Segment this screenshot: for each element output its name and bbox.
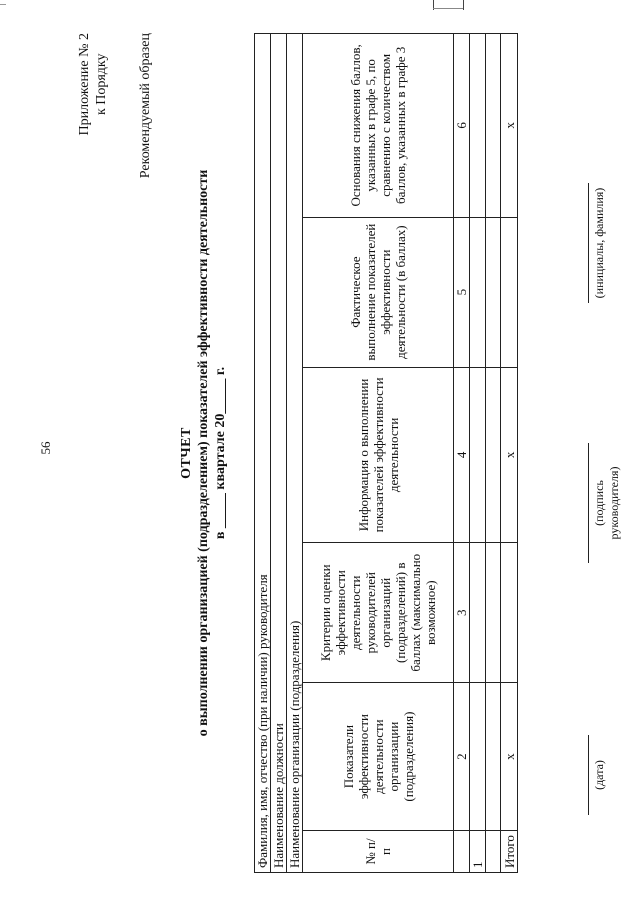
table-cell: [486, 543, 501, 683]
column-number: [454, 831, 470, 873]
report-title-block: [178, 33, 229, 873]
table-meta-row: [255, 34, 271, 873]
scan-edge-mark: [463, 0, 464, 10]
total-cell: [501, 543, 518, 683]
column-header: Показатели эффективности деятельности организации (подразделения): [303, 683, 454, 831]
column-header: Основания снижения баллов, указанных в графе 5, по сравнению с количеством баллов, указанных в графе 3: [303, 34, 454, 218]
table-total-row: [501, 34, 518, 873]
table-cell: [486, 683, 501, 831]
report-period: в _____ квартале 20_____ г.: [213, 366, 228, 540]
column-header: № п/п: [303, 831, 454, 873]
recommended-sample-label: Рекомендуемый образец: [138, 33, 153, 179]
initials-signature: [588, 183, 607, 303]
meta-cell: Фамилия, имя, отчество (при наличии) руководителя: [255, 34, 271, 873]
table-header-row: [303, 34, 454, 873]
rotated-page-content: [58, 33, 628, 873]
scan-edge-mark: [0, 0, 6, 5]
total-cell: x: [501, 683, 518, 831]
total-label: Итого: [501, 831, 518, 873]
table-cell: [486, 217, 501, 367]
date-caption: (дата): [592, 760, 606, 790]
column-header: Информация о выполнении показателей эффективности деятельности: [303, 367, 454, 543]
column-number: 3: [454, 543, 470, 683]
table-meta-row: [271, 34, 287, 873]
order-reference: к Порядку: [94, 53, 109, 116]
table-cell: [470, 683, 486, 831]
table-cell: [486, 367, 501, 543]
initials-caption: (инициалы, фамилия): [592, 187, 606, 299]
scan-edge-mark: [433, 8, 463, 9]
table-meta-row: [287, 34, 303, 873]
table-cell: [470, 543, 486, 683]
meta-cell: Наименование организации (подразделения): [287, 34, 303, 873]
total-cell: x: [501, 34, 518, 218]
total-cell: x: [501, 367, 518, 543]
table-cell: [470, 217, 486, 367]
column-number: 4: [454, 367, 470, 543]
report-table: [254, 33, 518, 873]
table-cell: [486, 34, 501, 218]
column-number: 5: [454, 217, 470, 367]
table-cell: 1: [470, 831, 486, 873]
column-number-row: [454, 34, 470, 873]
column-header: Фактическое выполнение показателей эффективности деятельности (в баллах): [303, 217, 454, 367]
column-number: 6: [454, 34, 470, 218]
column-number: 2: [454, 683, 470, 831]
table-row: [470, 34, 486, 873]
column-header: Критерии оценки эффективности деятельности руководителей организаций (подразделений) в баллах (максимально возможное): [303, 543, 454, 683]
date-signature: [588, 735, 607, 815]
table-cell: [470, 367, 486, 543]
table-row: [486, 34, 501, 873]
appendix-header: [76, 33, 110, 136]
report-title: ОТЧЕТ: [179, 427, 194, 479]
head-signature-caption: (подпись руководителя): [592, 466, 621, 540]
total-cell: [501, 217, 518, 367]
table-cell: [486, 831, 501, 873]
report-subtitle: о выполнении организацией (подразделением) показателей эффективности деятельности: [196, 169, 211, 737]
page-number: 56: [38, 441, 53, 455]
table-cell: [470, 34, 486, 218]
appendix-label: Приложение № 2: [77, 33, 92, 136]
meta-cell: Наименование должности: [271, 34, 287, 873]
head-signature: [588, 443, 622, 563]
